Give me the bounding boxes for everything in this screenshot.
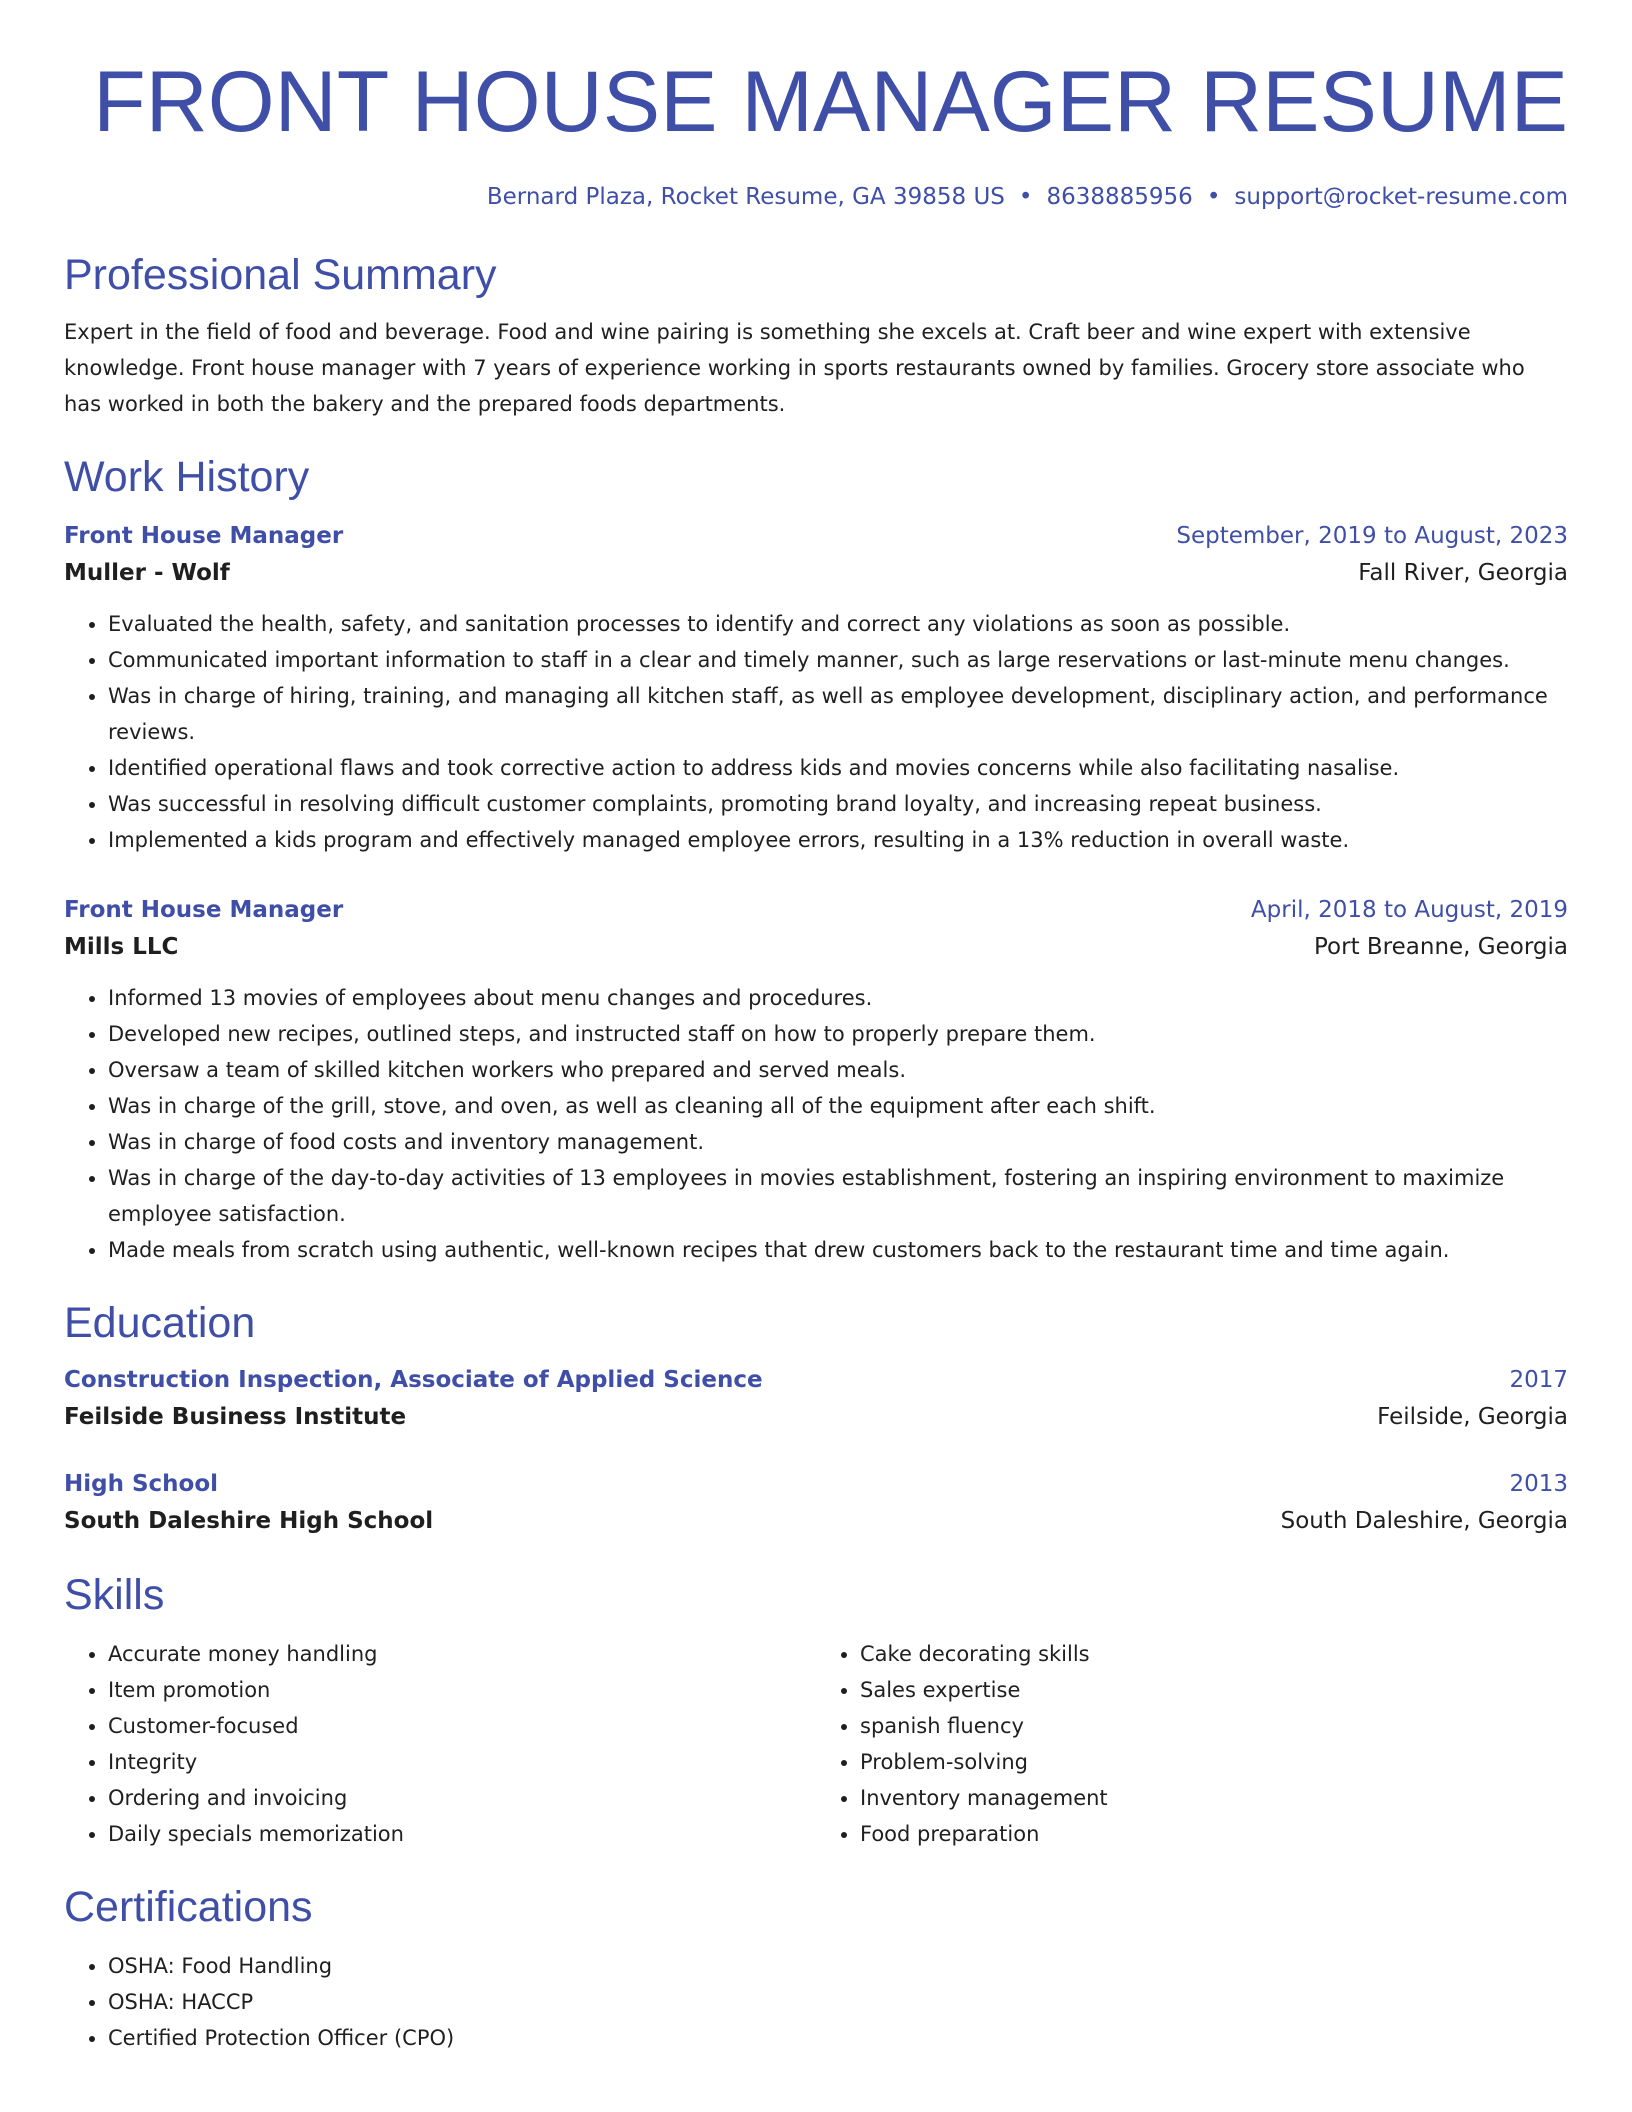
summary-section: [64, 248, 1568, 422]
job-bullet: • Developed new recipes, outlined steps, and instructed staff on how to properly prepare them.: [108, 1016, 1568, 1052]
job-title: Front House Manager: [64, 523, 344, 549]
certification-item: • OSHA: HACCP: [108, 1984, 1568, 2020]
job-bullet: • Was in charge of the grill, stove, and oven, as well as cleaning all of the equipment after each shift.: [108, 1088, 1568, 1124]
job-entry: [64, 518, 1568, 858]
job-bullet: • Identified operational flaws and took corrective action to address kids and movies concerns while also facilitating nasalise.: [108, 750, 1568, 786]
contact-email: support@rocket-resume.com: [1234, 184, 1568, 210]
job-dates: April, 2018 to August, 2019: [1250, 897, 1568, 923]
skills-columns: [64, 1636, 1568, 1852]
skill-item: • Food preparation: [860, 1816, 1568, 1852]
job-bullet: • Implemented a kids program and effectively managed employee errors, resulting in a 13% reduction in overall waste.: [108, 822, 1568, 858]
education-heading: Education: [64, 1299, 256, 1347]
job-title: Front House Manager: [64, 897, 344, 923]
skill-item: • Integrity: [108, 1744, 816, 1780]
job-bullets: [64, 980, 1568, 1268]
certifications-section: [64, 1880, 1568, 2056]
education-entry: [64, 1362, 1568, 1436]
job-bullet: • Informed 13 movies of employees about menu changes and procedures.: [108, 980, 1568, 1016]
education-year: 2013: [1509, 1471, 1568, 1497]
contact-separator: •: [1018, 184, 1033, 210]
skill-item: • Customer-focused: [108, 1708, 816, 1744]
skill-item: • Daily specials memorization: [108, 1816, 816, 1852]
skill-item: • Accurate money handling: [108, 1636, 816, 1672]
job-bullet: • Was in charge of hiring, training, and managing all kitchen staff, as well as employee development, disciplinary action, and performance reviews.: [108, 678, 1568, 750]
skills-section: [64, 1568, 1568, 1852]
work-history-heading: Work History: [64, 453, 310, 501]
job-company: Mills LLC: [64, 934, 179, 960]
job-bullet: • Made meals from scratch using authentic, well-known recipes that drew customers back to the restaurant time and time again.: [108, 1232, 1568, 1268]
education-degree: Construction Inspection, Associate of Applied Science: [64, 1367, 763, 1393]
job-company: Muller - Wolf: [64, 560, 230, 586]
skill-item: • spanish fluency: [860, 1708, 1568, 1744]
work-history-section: [64, 450, 1568, 1268]
contact-address: Bernard Plaza, Rocket Resume, GA 39858 US: [486, 184, 1005, 210]
job-location: Port Breanne, Georgia: [1314, 934, 1568, 960]
education-location: Feilside, Georgia: [1377, 1404, 1568, 1430]
contact-separator: •: [1206, 184, 1221, 210]
job-bullet: • Was successful in resolving difficult customer complaints, promoting brand loyalty, and increasing repeat business.: [108, 786, 1568, 822]
education-entry: [64, 1466, 1568, 1540]
skills-list-right: [816, 1636, 1568, 1852]
skill-item: • Ordering and invoicing: [108, 1780, 816, 1816]
skills-heading: Skills: [64, 1571, 165, 1619]
job-bullet: • Was in charge of the day-to-day activities of 13 employees in movies establishment, fostering an inspiring environment to maximize employee satisfaction.: [108, 1160, 1568, 1232]
certifications-list: [64, 1948, 1568, 2056]
job-location: Fall River, Georgia: [1358, 560, 1568, 586]
job-bullet: • Oversaw a team of skilled kitchen workers who prepared and served meals.: [108, 1052, 1568, 1088]
education-degree: High School: [64, 1471, 219, 1497]
job-dates: September, 2019 to August, 2023: [1176, 523, 1568, 549]
contact-line: [64, 182, 1568, 212]
skills-list-left: [64, 1636, 816, 1852]
contact-phone: 8638885956: [1046, 184, 1193, 210]
certification-item: • OSHA: Food Handling: [108, 1948, 1568, 1984]
job-bullets: [64, 606, 1568, 858]
education-section: [64, 1296, 1568, 1540]
skill-item: • Cake decorating skills: [860, 1636, 1568, 1672]
summary-heading: Professional Summary: [64, 251, 497, 299]
job-bullet: • Evaluated the health, safety, and sanitation processes to identify and correct any violations as soon as possible.: [108, 606, 1568, 642]
job-entry: [64, 892, 1568, 1268]
skill-item: • Problem-solving: [860, 1744, 1568, 1780]
education-school: Feilside Business Institute: [64, 1404, 407, 1430]
certifications-heading: Certifications: [64, 1883, 313, 1931]
education-location: South Daleshire, Georgia: [1280, 1508, 1568, 1534]
summary-text: Expert in the field of food and beverage. Food and wine pairing is something she excels at. Craft beer and wine expert with extensive knowledge. Front house manager with 7 years of experience working in sports restaurants owned by families. Grocery store associate who has worked in both the bakery and the prepared foods departments.: [64, 320, 1525, 416]
skill-item: • Item promotion: [108, 1672, 816, 1708]
certification-item: • Certified Protection Officer (CPO): [108, 2020, 1568, 2056]
job-bullet: • Was in charge of food costs and inventory management.: [108, 1124, 1568, 1160]
job-bullet: • Communicated important information to staff in a clear and timely manner, such as large reservations or last-minute menu changes.: [108, 642, 1568, 678]
skill-item: • Inventory management: [860, 1780, 1568, 1816]
skill-item: • Sales expertise: [860, 1672, 1568, 1708]
education-year: 2017: [1509, 1367, 1568, 1393]
education-school: South Daleshire High School: [64, 1508, 434, 1534]
resume-title: FRONT HOUSE MANAGER RESUME: [93, 54, 1568, 150]
